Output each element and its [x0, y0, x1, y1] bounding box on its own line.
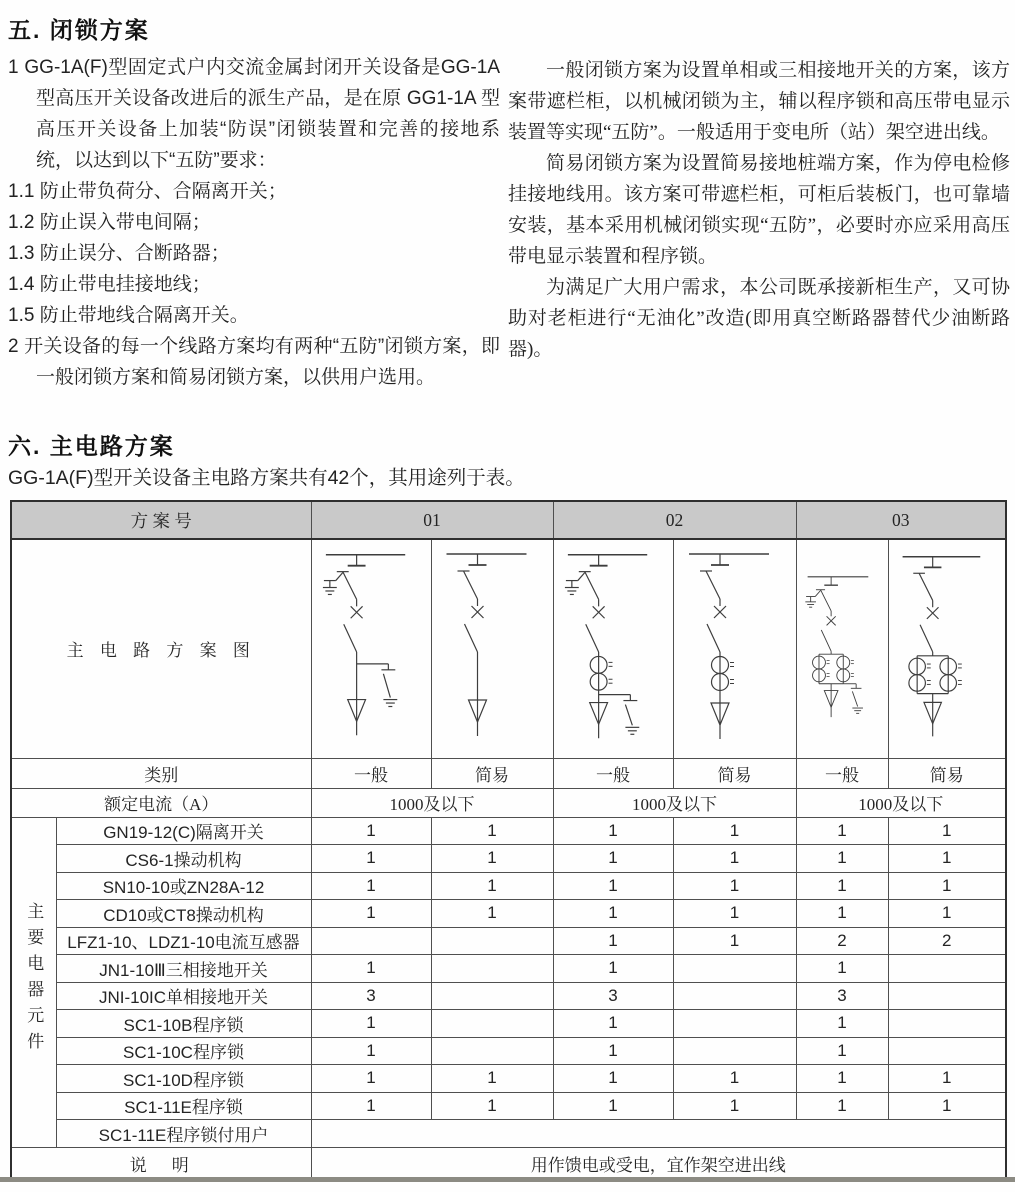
component-value: 1 [553, 845, 673, 873]
list-item: 1.1 防止带负荷分、合隔离开关； [8, 181, 287, 202]
component-value: 1 [888, 900, 1006, 928]
diagram-row-label: 主 电 路 方 案 图 [11, 539, 311, 758]
component-row [11, 955, 1006, 983]
component-value: 1 [553, 872, 673, 900]
component-value: 1 [431, 1065, 553, 1093]
one-line-diagram-02-general [554, 540, 673, 757]
component-value: 1 [431, 817, 553, 845]
note-label: 说 明 [11, 1147, 311, 1181]
component-value: 3 [553, 982, 673, 1010]
circuit-diagram-cell [673, 539, 796, 758]
component-name: SC1-11E程序锁付用户 [56, 1120, 311, 1148]
circuit-diagram-cell [431, 539, 553, 758]
component-value: 1 [673, 1065, 796, 1093]
component-row [11, 1120, 1006, 1148]
component-value: 1 [431, 872, 553, 900]
component-value: 3 [311, 982, 431, 1010]
component-value: 1 [796, 955, 888, 983]
component-name: JN1-10Ⅲ三相接地开关 [56, 955, 311, 983]
component-name: GN19-12(C)隔离开关 [56, 817, 311, 845]
page-edge-strip [0, 1177, 1015, 1182]
category-value: 一般 [311, 758, 431, 788]
component-name: SC1-10C程序锁 [56, 1037, 311, 1065]
circuit-diagram-cell [553, 539, 673, 758]
component-value: 1 [311, 955, 431, 983]
component-value [888, 982, 1006, 1010]
locking-scheme-right-column [508, 55, 1010, 365]
component-value: 1 [311, 817, 431, 845]
component-row [11, 927, 1006, 955]
list-item: 1 GG-1A(F)型固定式户内交流金属封闭开关设备是GG-1A型高压开关设备改进后的派生产品，是在原 GG1-1A 型高压开关设备上加装“防误”闭锁装置和完善的接地系统，以达到以下“五防”要求： [8, 57, 500, 171]
component-row [11, 1010, 1006, 1038]
component-value: 1 [673, 872, 796, 900]
component-value: 1 [673, 817, 796, 845]
circuit-diagram-cell [888, 539, 1006, 758]
component-name: LFZ1-10、LDZ1-10电流互感器 [56, 927, 311, 955]
component-value [673, 955, 796, 983]
diagram-row [11, 539, 1006, 758]
component-row [11, 872, 1006, 900]
component-value: 1 [888, 1065, 1006, 1093]
paragraph: 一般闭锁方案为设置单相或三相接地开关的方案，该方案带遮栏柜，以机械闭锁为主，辅以程序锁和高压带电显示装置等实现“五防”。一般适用于变电所（站）架空进出线。 [508, 60, 1010, 143]
component-value: 1 [311, 1065, 431, 1093]
component-value [311, 927, 431, 955]
paragraph: 为满足广大用户需求，本公司既承接新柜生产，又可协助对老柜进行“无油化”改造(即用真空断路器替代少油断路器)。 [508, 277, 1010, 360]
component-value: 1 [431, 845, 553, 873]
component-value: 1 [796, 872, 888, 900]
category-value: 简易 [888, 758, 1006, 788]
component-row [11, 1037, 1006, 1065]
section6-heading: 六. 主电路方案 [8, 433, 175, 459]
table-header-row [11, 501, 1006, 539]
one-line-diagram-03-simple [889, 540, 1006, 757]
component-value: 1 [888, 1092, 1006, 1120]
component-value: 1 [796, 1037, 888, 1065]
component-value [431, 927, 553, 955]
component-name: CS6-1操动机构 [56, 845, 311, 873]
component-name: CD10或CT8操动机构 [56, 900, 311, 928]
component-value: 1 [796, 900, 888, 928]
category-value: 简易 [431, 758, 553, 788]
component-value: 1 [311, 1037, 431, 1065]
component-value: 1 [431, 900, 553, 928]
component-row [11, 1092, 1006, 1120]
component-value: 2 [888, 927, 1006, 955]
component-value: 1 [311, 1092, 431, 1120]
rated-current-value: 1000及以下 [311, 788, 553, 817]
component-row [11, 982, 1006, 1010]
component-value: 1 [673, 845, 796, 873]
component-value: 1 [553, 1037, 673, 1065]
component-group-label-text: 主要电器元件 [24, 901, 44, 1058]
component-values-merged-empty [311, 1120, 1006, 1148]
component-value: 1 [431, 1092, 553, 1120]
scheme-label-header: 方 案 号 [11, 501, 311, 539]
component-value: 1 [553, 1010, 673, 1038]
component-value [673, 982, 796, 1010]
category-row [11, 758, 1006, 788]
scheme-number-01: 01 [311, 501, 553, 539]
section5-heading: 五. 闭锁方案 [8, 17, 150, 43]
component-value: 2 [796, 927, 888, 955]
component-value [673, 1037, 796, 1065]
rated-current-row [11, 788, 1006, 817]
component-value: 1 [796, 1092, 888, 1120]
component-value: 1 [673, 900, 796, 928]
component-name: SC1-10D程序锁 [56, 1065, 311, 1093]
note-row [11, 1147, 1006, 1181]
component-value: 1 [553, 1092, 673, 1120]
circuit-diagram-cell [796, 539, 888, 758]
component-value: 1 [796, 1065, 888, 1093]
scheme-number-02: 02 [553, 501, 796, 539]
list-item: 1.3 防止误分、合断路器； [8, 243, 230, 264]
component-row [11, 900, 1006, 928]
component-value: 1 [553, 900, 673, 928]
one-line-diagram-01-simple [432, 540, 553, 757]
component-value: 1 [311, 845, 431, 873]
one-line-diagram-03-general [797, 540, 888, 757]
component-value [431, 1010, 553, 1038]
list-item: 1.4 防止带电挂接地线； [8, 274, 211, 295]
rated-current-value: 1000及以下 [553, 788, 796, 817]
component-value [888, 1010, 1006, 1038]
one-line-diagram-01-general [312, 540, 431, 757]
locking-scheme-left-column [8, 52, 500, 393]
component-name: SN10-10或ZN28A-12 [56, 872, 311, 900]
component-value: 1 [553, 927, 673, 955]
component-value [673, 1010, 796, 1038]
component-group-label [11, 817, 56, 1147]
component-value: 1 [311, 900, 431, 928]
component-value: 1 [673, 1092, 796, 1120]
component-value [888, 1037, 1006, 1065]
component-value: 1 [796, 817, 888, 845]
component-value: 1 [311, 1010, 431, 1038]
component-value: 1 [796, 1010, 888, 1038]
main-circuit-scheme-table [10, 500, 1007, 1182]
component-name: SC1-11E程序锁 [56, 1092, 311, 1120]
component-row [11, 1065, 1006, 1093]
note-value: 用作馈电或受电，宜作架空进出线 [311, 1147, 1006, 1181]
category-label: 类别 [11, 758, 311, 788]
component-name: SC1-10B程序锁 [56, 1010, 311, 1038]
component-value: 1 [796, 845, 888, 873]
component-value: 1 [888, 845, 1006, 873]
component-row [11, 817, 1006, 845]
list-item: 2 开关设备的每一个线路方案均有两种“五防”闭锁方案，即一般闭锁方案和简易闭锁方案，以供用户选用。 [8, 336, 500, 388]
component-row [11, 845, 1006, 873]
list-item: 1.2 防止误入带电间隔； [8, 212, 211, 233]
category-value: 简易 [673, 758, 796, 788]
component-value [431, 955, 553, 983]
component-value: 1 [888, 872, 1006, 900]
component-name: JNI-10IC单相接地开关 [56, 982, 311, 1010]
one-line-diagram-02-simple [674, 540, 796, 757]
rated-current-value: 1000及以下 [796, 788, 1006, 817]
paragraph: 简易闭锁方案为设置简易接地桩端方案，作为停电检修挂接地线用。该方案可带遮栏柜，可柜后装板门，也可靠墙安装，基本采用机械闭锁实现“五防”，必要时亦应采用高压带电显示装置和程序锁。 [508, 153, 1010, 267]
component-value [431, 1037, 553, 1065]
component-value: 1 [553, 1065, 673, 1093]
list-item: 1.5 防止带地线合隔离开关。 [8, 305, 249, 326]
component-value: 1 [888, 817, 1006, 845]
component-value [431, 982, 553, 1010]
component-value: 1 [553, 817, 673, 845]
rated-current-label: 额定电流（A） [11, 788, 311, 817]
intro-text: GG-1A(F)型开关设备主电路方案共有42个，其用途列于表。 [8, 467, 525, 489]
category-value: 一般 [553, 758, 673, 788]
component-value: 3 [796, 982, 888, 1010]
component-value: 1 [673, 927, 796, 955]
component-value [888, 955, 1006, 983]
circuit-diagram-cell [311, 539, 431, 758]
component-value: 1 [553, 955, 673, 983]
component-value: 1 [311, 872, 431, 900]
scheme-number-03: 03 [796, 501, 1006, 539]
category-value: 一般 [796, 758, 888, 788]
